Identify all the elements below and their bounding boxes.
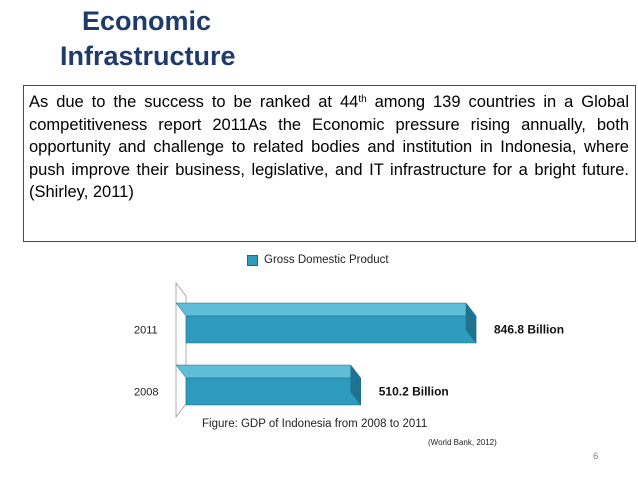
body-text-prefix: As due to the success to be ranked at 44 [29, 93, 359, 111]
category-label: 2008 [134, 386, 159, 399]
body-text-suffix: among 139 countries in a Global competitiveness report 2011As the Economic pressure rising annually, both opportunity and challenge to related bodies and institution in Indonesia, where push improve their business, legislative, and IT infrastructure for a bright future. (Shirley, 2011) [29, 93, 629, 201]
bar-top-face [176, 365, 361, 378]
bar-top-face [176, 303, 476, 316]
legend-label: Gross Domestic Product [264, 254, 389, 266]
data-label: 510.2 Billion [378, 384, 449, 399]
title-line-2: Infrastructure [60, 41, 236, 71]
figure-source: (World Bank, 2012) [428, 438, 497, 447]
category-label: 2011 [134, 324, 158, 337]
page-number: 6 [593, 451, 599, 462]
body-text-superscript: th [358, 94, 367, 105]
bar [186, 316, 476, 343]
title-line-1: Economic [82, 6, 212, 36]
figure-caption: Figure: GDP of Indonesia from 2008 to 2011 [202, 418, 428, 430]
bar [186, 378, 361, 405]
data-label: 846.8 Billion [494, 322, 565, 337]
